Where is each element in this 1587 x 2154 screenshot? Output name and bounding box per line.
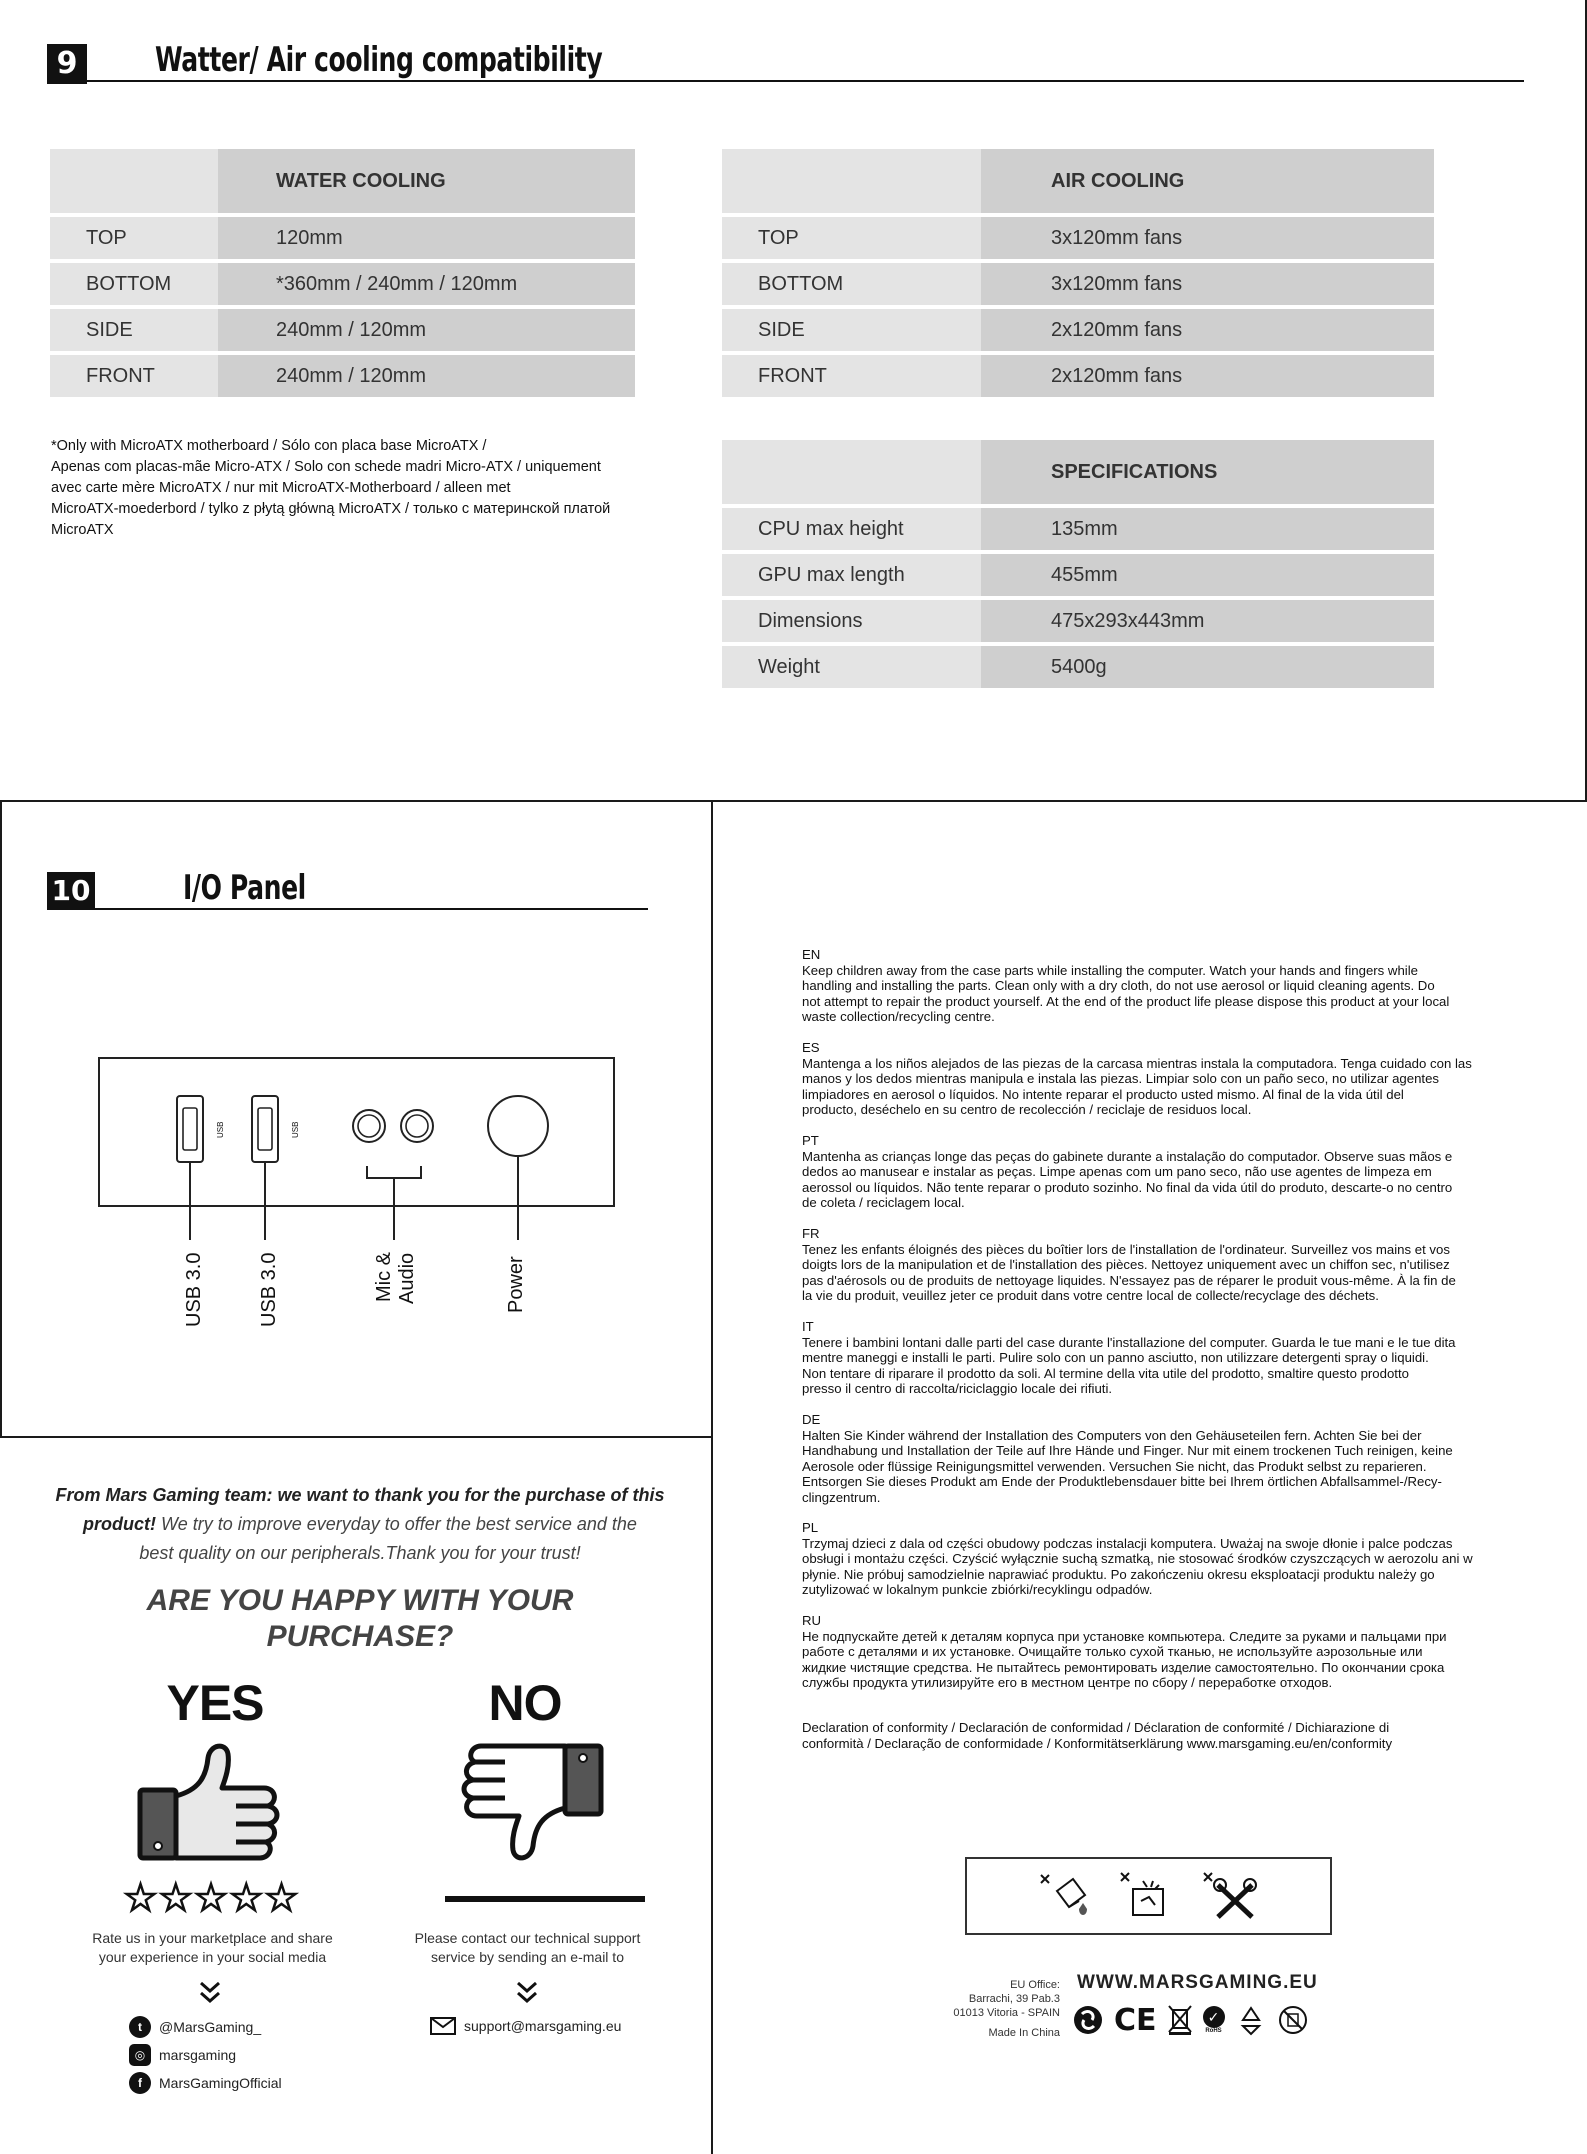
footnote-line: MicroATX-moederbord / tylko z płytą główną MicroATX / только с материнской платой — [51, 501, 611, 517]
top-page-divider — [0, 800, 1587, 802]
thumbs-down-icon[interactable] — [455, 1742, 605, 1867]
text-line: Entsorgen Sie dieses Produkt am Ende der Produktlebensdauer bitte bei Ihrem örtlichen Abfallsammel-/Recy- — [802, 1474, 1442, 1489]
table-row — [50, 309, 635, 351]
text-line: not attempt to repair the product yourself. At the end of the product life please dispose this product at your local — [802, 993, 1450, 1009]
usb-port — [252, 1096, 278, 1162]
text-line: producto, deséchelo en su centro de recolección / reciclaje de residuos local. — [802, 1102, 1252, 1117]
usb-tag: USB — [291, 1121, 300, 1138]
text-line: conformità / Declaração de conformidade / Konformitätserklärung www.marsgaming.eu/en/conformity — [802, 1735, 1393, 1751]
lang-code: FR — [802, 1226, 820, 1241]
row-value: 120mm — [218, 217, 635, 259]
no-repair-tools-icon — [1202, 1871, 1262, 1923]
lang-code: PT — [802, 1133, 819, 1148]
section-number: 9 — [47, 44, 87, 84]
lang-code: EN — [802, 947, 821, 962]
specifications-table — [722, 436, 1434, 692]
left-lower-divider — [0, 1436, 712, 1438]
row-label: Dimensions — [722, 600, 981, 642]
eu-office-label: EU Office: — [1010, 1979, 1060, 1991]
text-line: dedos ao manusear e instalar as peças. Limpe apenas com um pano seco, não use agentes de limpeza em — [802, 1164, 1432, 1179]
table-row — [722, 554, 1434, 596]
row-label: SIDE — [50, 309, 218, 351]
no-battery-disposal-icon — [1277, 2004, 1309, 2036]
table-row — [722, 646, 1434, 688]
footnote-line: Apenas com placas-mãe Micro-ATX / Solo con schede madri Micro-ATX / uniquement — [51, 459, 601, 475]
power-button — [488, 1096, 548, 1156]
row-value: 2x120mm fans — [981, 309, 1434, 351]
double-chevron-down-icon — [198, 1980, 222, 2006]
section-title: Watter/ Air cooling compatibility — [155, 40, 603, 80]
text-line: limpiadores en aerosol o líquidos. No intente reparar el producto usted mismo. Al final de la vida útil del — [802, 1086, 1404, 1102]
note-line: Please contact our technical support — [414, 1930, 641, 1946]
text-line: płynie. Nie próbuj samodzielnie naprawiać produktu. Po zakończeniu okresu eksploatacji produktu należy go — [802, 1566, 1435, 1582]
usb-label: USB 3.0 — [183, 1252, 205, 1327]
text-line: handling and installing the parts. Clean only with a dry cloth, do not use aerosol or liquid cleaning agents. Do — [802, 978, 1435, 993]
text-line: Aerosole oder flüssige Reinigungsmittel verwenden. Versuchen Sie nicht, das Produkt selbst zu reparieren. — [802, 1458, 1427, 1474]
safety-text-de — [802, 1412, 1492, 1505]
text-line: жидкие чистящие средства. Не пытайтесь ремонтировать изделие самостоятельно. По окончании срока — [802, 1659, 1445, 1675]
text-line: presso il centro di raccolta/riciclaggio locale dei rifiuti. — [802, 1381, 1113, 1396]
underline-bar — [445, 1896, 645, 1902]
rate-us-note — [60, 1929, 365, 1967]
row-label: TOP — [50, 217, 218, 259]
envelope-icon — [430, 2017, 456, 2035]
note-line: service by sending an e-mail to — [431, 1949, 624, 1965]
website-link[interactable]: WWW.MARSGAMING.EU — [1077, 1972, 1318, 1993]
text-line: pas d'aérosols ou de produits de nettoyage liquides. N'essayez pas de réparer le produit vous-même. À la fin de — [802, 1272, 1456, 1288]
question-line: ARE YOU HAPPY WITH YOUR — [146, 1584, 574, 1617]
text-line: mentre maneggi e installi le parti. Pulire solo con un panno asciutto, non utilizzare detergenti spray o liquidi. — [802, 1350, 1429, 1365]
text-line: clingzentrum. — [802, 1489, 881, 1505]
table-row — [722, 309, 1434, 351]
text-line: waste collection/recycling centre. — [802, 1009, 995, 1024]
text-line: Tenere i bambini lontani dalle parti del case durante l'installazione del computer. Guarda le tue mani e le tue dita — [802, 1334, 1456, 1350]
table-row — [50, 217, 635, 259]
row-label: BOTTOM — [722, 263, 981, 305]
text-line: de coleta / reciclagem local. — [802, 1195, 965, 1210]
text-line: aerossol ou líquidos. Não tente reparar o produto sozinho. No final da vida útil do produto, descarte-o no centro — [802, 1179, 1453, 1195]
instagram-handle: marsgaming — [159, 2047, 237, 2063]
address-line: 01013 Vitoria - SPAIN — [953, 2007, 1060, 2019]
safety-text-ru — [802, 1613, 1492, 1691]
safety-text-fr — [802, 1226, 1492, 1304]
table-row — [50, 355, 635, 397]
support-email: support@marsgaming.eu — [464, 2018, 622, 2034]
thanks-text: best quality on our peripherals.Thank you for your trust! — [139, 1543, 581, 1563]
usb-tag: USB — [216, 1121, 225, 1138]
text-line: doigts lors de la manipulation et de l'installation des pièces. Nettoyez uniquement avec un chiffon sec, n'utilisez — [802, 1257, 1450, 1272]
row-label: TOP — [722, 217, 981, 259]
certification-icons — [1072, 2002, 1332, 2038]
safety-text-es — [802, 1040, 1492, 1118]
row-value: 475x293x443mm — [981, 600, 1434, 642]
address-line: Barrachi, 39 Pab.3 — [968, 1993, 1060, 2005]
row-label: FRONT — [50, 355, 218, 397]
row-label: SIDE — [722, 309, 981, 351]
warning-icons-box — [965, 1857, 1332, 1935]
section-number: 10 — [47, 872, 95, 910]
table-row — [722, 508, 1434, 550]
green-dot-recycle-icon — [1072, 2004, 1104, 2036]
lang-code: ES — [802, 1040, 820, 1055]
safety-text-pl — [802, 1520, 1492, 1598]
facebook-icon: f — [129, 2072, 151, 2094]
weee-bin-icon — [1167, 2004, 1193, 2036]
air-cooling-table — [722, 145, 1434, 401]
row-value: 2x120mm fans — [981, 355, 1434, 397]
row-value: 240mm / 120mm — [218, 309, 635, 351]
made-in-label: Made In China — [988, 2027, 1060, 2039]
twitter-handle: @MarsGaming_ — [159, 2019, 262, 2035]
audio-label: Audio — [396, 1252, 418, 1304]
table-header: WATER COOLING — [218, 149, 635, 213]
mic-label: Mic & — [373, 1252, 395, 1302]
twitter-icon: t — [129, 2016, 151, 2038]
text-line: obsługi i montażu części. Czyścić wyłącznie suchą szmatką, nie stosować środków czyszczących w aerozolu ani w — [802, 1551, 1473, 1566]
row-value: 3x120mm fans — [981, 217, 1434, 259]
text-line: Handhabung und Installation der Teile auf Ihre Hände und Finger. Nur mit einem trockenen Tuch reinigen, keine — [802, 1443, 1453, 1458]
text-line: Не подпускайте детей к деталям корпуса при установке компьютера. Следите за руками и пальцами при — [802, 1628, 1447, 1644]
table-header-row — [722, 440, 1434, 504]
footnote-line: avec carte mère MicroATX / nur mit MicroATX-Motherboard / alleen met — [51, 480, 511, 496]
row-value: 455mm — [981, 554, 1434, 596]
thanks-text: We try to improve everyday to offer the best service and the — [156, 1514, 637, 1534]
text-line: работе с деталями и их установке. Очищайте только сухой тканью, не используйте аэрозольные или — [802, 1644, 1423, 1659]
no-impact-icon — [1119, 1871, 1175, 1921]
text-line: Mantenha as crianças longe das peças do gabinete durante a instalação do computador. Observe suas mãos e — [802, 1148, 1453, 1164]
instagram-icon: ◎ — [129, 2044, 151, 2066]
safety-text-pt — [802, 1133, 1492, 1211]
row-value: 240mm / 120mm — [218, 355, 635, 397]
table-header-row — [50, 149, 635, 213]
lang-code: RU — [802, 1613, 822, 1628]
microatx-footnote — [51, 436, 671, 541]
no-label: NO — [488, 1675, 562, 1731]
row-value: 3x120mm fans — [981, 263, 1434, 305]
safety-text-it — [802, 1319, 1492, 1397]
usb-label: USB 3.0 — [258, 1252, 280, 1327]
ce-mark: CE — [1114, 2002, 1157, 2038]
table-row — [722, 600, 1434, 642]
yes-label: YES — [166, 1675, 264, 1731]
row-label: BOTTOM — [50, 263, 218, 305]
thanks-bold-word: product! — [83, 1514, 157, 1534]
eu-office-address — [930, 1978, 1060, 2040]
conformity-declaration — [802, 1720, 1492, 1751]
lang-code: PL — [802, 1520, 819, 1535]
section-title: I/O Panel — [183, 868, 306, 908]
water-cooling-table — [50, 145, 635, 401]
text-line: manos y los dedos mientras manipula e instala las piezas. Limpiar solo con un paño seco, no utilizar agentes — [802, 1071, 1440, 1086]
left-page-edge — [0, 800, 2, 1437]
row-value: 5400g — [981, 646, 1434, 688]
table-header: AIR COOLING — [981, 149, 1434, 213]
row-value: 135mm — [981, 508, 1434, 550]
mic-jack — [401, 1110, 433, 1142]
usb-port — [177, 1096, 203, 1162]
facebook-link[interactable] — [129, 2072, 282, 2094]
text-line: Keep children away from the case parts while installing the computer. Watch your hands and fingers while — [802, 962, 1418, 978]
instagram-link[interactable] — [129, 2044, 236, 2066]
row-label: GPU max length — [722, 554, 981, 596]
text-line: Tenez les enfants éloignés des pièces du boîtier lors de l'installation de l'ordinateur. Surveillez vos mains et vos — [802, 1241, 1450, 1257]
note-line: Rate us in your marketplace and share — [92, 1930, 333, 1946]
text-line: Halten Sie Kinder während der Installation des Computers von den Gehäuseteilen fern. Achten Sie bei der — [802, 1427, 1422, 1443]
row-label: FRONT — [722, 355, 981, 397]
text-line: Non tentare di riparare il prodotto da soli. Al termine della vita utile del prodotto, smaltire questo prodotto — [802, 1365, 1409, 1381]
text-line: la vie du produit, veuillez jeter ce produit dans votre centre local de collecte/recyclage des déchets. — [802, 1288, 1379, 1303]
twitter-link[interactable] — [129, 2016, 261, 2038]
email-link[interactable] — [430, 2017, 621, 2035]
contact-support-note — [390, 1929, 665, 1967]
section-rule — [86, 80, 1524, 82]
rohs-badge — [1203, 2006, 1225, 2034]
thanks-bold-line: From Mars Gaming team: we want to thank you for the purchase of this — [55, 1485, 665, 1505]
rohs-label: RoHS — [1205, 2028, 1222, 2034]
check-icon: ✓ — [1203, 2006, 1225, 2028]
table-row — [722, 355, 1434, 397]
text-line: zutylizować w lokalnym punkcie zbiórki/recyklingu odpadów. — [802, 1582, 1153, 1597]
happy-question — [80, 1583, 640, 1655]
table-row — [722, 263, 1434, 305]
lang-code: DE — [802, 1412, 821, 1427]
text-line: Mantenga a los niños alejados de las piezas de la carcasa mientras instala la computadora. Tenga cuidado con las — [802, 1055, 1472, 1071]
thumbs-up-icon[interactable] — [136, 1738, 286, 1863]
row-label: CPU max height — [722, 508, 981, 550]
note-line: your experience in your social media — [98, 1949, 327, 1965]
table-header-row — [722, 149, 1434, 213]
table-row — [50, 263, 635, 305]
no-liquid-icon — [1039, 1873, 1095, 1923]
thanks-message — [40, 1481, 680, 1568]
text-line: Trzymaj dzieci z dala od części obudowy podczas instalacji komputera. Uważaj na swoje dłonie i palce podczas — [802, 1535, 1453, 1551]
table-row — [722, 217, 1434, 259]
lang-code: IT — [802, 1319, 814, 1334]
text-line: службы продукта утилизируйте его в местном центре по сбору / переработке отходов. — [802, 1675, 1333, 1690]
text-line: Declaration of conformity / Declaración de conformidad / Déclaration de conformité / Dichiarazione di — [802, 1720, 1390, 1735]
recycle-icon — [1235, 2004, 1267, 2036]
double-chevron-down-icon — [515, 1980, 539, 2006]
question-line: PURCHASE? — [266, 1620, 454, 1653]
row-value: *360mm / 240mm / 120mm — [218, 263, 635, 305]
table-header: SPECIFICATIONS — [981, 440, 1434, 504]
footnote-line: MicroATX — [51, 522, 114, 538]
facebook-handle: MarsGamingOfficial — [159, 2075, 282, 2091]
five-stars-rating[interactable]: ★★★★★ — [124, 1877, 301, 1918]
section-rule — [95, 908, 648, 910]
center-page-divider — [711, 800, 713, 2154]
footnote-line: *Only with MicroATX motherboard / Sólo con placa base MicroATX / — [51, 438, 487, 454]
audio-jack — [353, 1110, 385, 1142]
io-panel-diagram — [95, 1050, 620, 1350]
row-label: Weight — [722, 646, 981, 688]
power-label: Power — [505, 1256, 527, 1313]
safety-text-en — [802, 947, 1492, 1025]
